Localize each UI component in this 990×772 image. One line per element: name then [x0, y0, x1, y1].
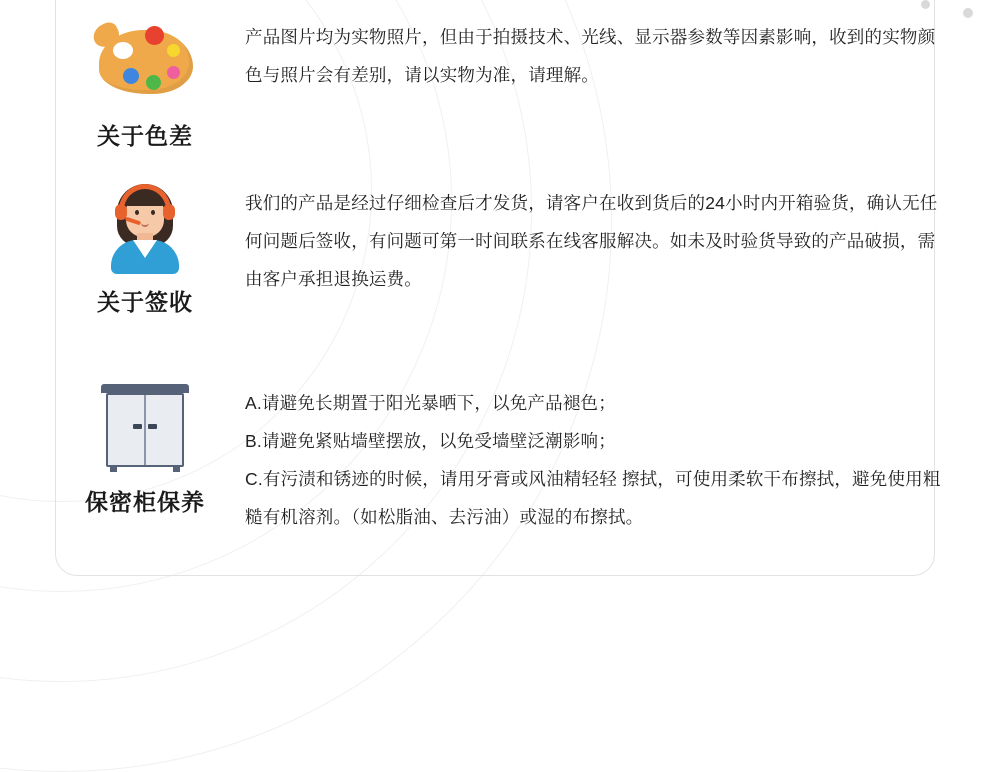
paragraph: C.有污渍和锈迹的时候，请用牙膏或风油精轻轻 擦拭，可使用柔软干布擦拭，避免使用粗糙有机溶剂。（如松脂油、去污油）或湿的布擦拭。: [245, 469, 941, 527]
section-text-signing: [245, 178, 945, 298]
section-icon-column: [45, 378, 245, 517]
section-title-signing: 关于签收: [97, 289, 193, 315]
paragraph: A.请避免长期置于阳光暴晒下，以免产品褪色；: [245, 393, 616, 413]
section-text-color-difference: [245, 12, 945, 94]
section-color-difference: [45, 12, 945, 151]
paragraph: B.请避免紧贴墙壁摆放，以免受墙壁泛潮影响；: [245, 431, 616, 451]
paragraph: 产品图片均为实物照片，但由于拍摄技术、光线、显示器参数等因素影响，收到的实物颜色与照片会有差别，请以实物为准，请理解。: [245, 27, 936, 85]
section-icon-column: [45, 12, 245, 151]
palette-icon: [45, 12, 245, 108]
section-title-cabinet-maintenance: 保密柜保养: [85, 489, 205, 515]
section-text-cabinet-maintenance: [245, 378, 945, 536]
section-signing: [45, 178, 945, 317]
section-icon-column: [45, 178, 245, 317]
filing-cabinet-icon: [45, 378, 245, 474]
customer-service-operator-icon: [45, 178, 245, 274]
section-cabinet-maintenance: [45, 378, 945, 536]
section-title-color-difference: 关于色差: [97, 123, 193, 149]
paragraph: 我们的产品是经过仔细检查后才发货，请客户在收到货后的24小时内开箱验货，确认无任何问题后签收，有问题可第一时间联系在线客服解决。如未及时验货导致的产品破损，需由客户承担退换运费。: [245, 193, 938, 289]
